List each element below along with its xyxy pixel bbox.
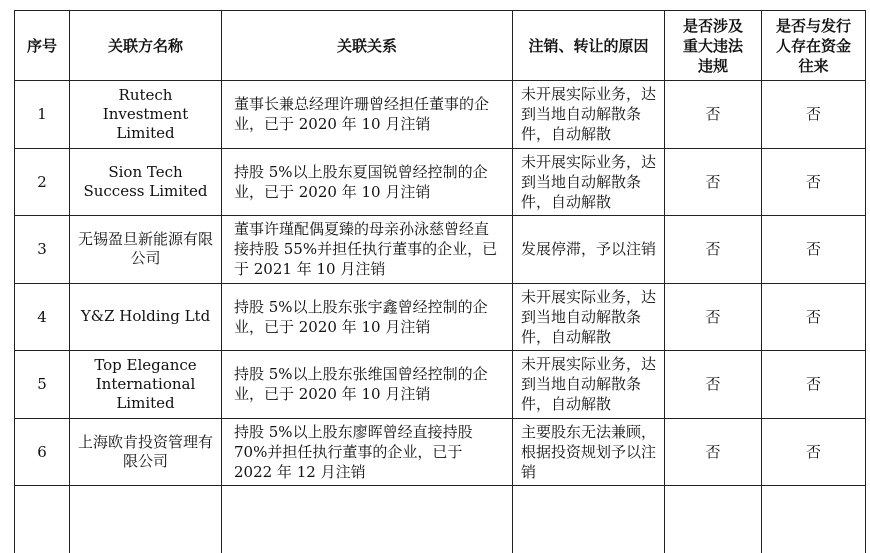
table-row — [15, 148, 866, 216]
cell-relation: 持股 5%以上股东夏国锐曾经控制的企业，已于 2020 年 10 月注销 — [222, 148, 513, 216]
cell-reason: 发展停滞，予以注销 — [513, 216, 665, 284]
cell-party-name: Sion Tech Success Limited — [70, 148, 222, 216]
cell-party-name: 上海欧肯投资管理有限公司 — [70, 418, 222, 486]
cell-party-name: Rutech Investment Limited — [70, 81, 222, 149]
cell-reason: 未开展实际业务，达到当地自动解散条件，自动解散 — [513, 283, 665, 351]
table-row — [15, 418, 866, 486]
cell-index: 3 — [15, 216, 70, 284]
table-row — [15, 81, 866, 149]
cell-relation: 董事长兼总经理许珊曾经担任董事的企业，已于 2020 年 10 月注销 — [222, 81, 513, 149]
cell-violation: 否 — [665, 148, 762, 216]
cell-fund-flow: 否 — [762, 351, 866, 419]
header-relation: 关联关系 — [222, 11, 513, 81]
cell-violation: 否 — [665, 283, 762, 351]
header-index: 序号 — [15, 11, 70, 81]
cell-relation: 持股 5%以上股东张维国曾经控制的企业，已于 2020 年 10 月注销 — [222, 351, 513, 419]
cell-fund-flow: 否 — [762, 148, 866, 216]
cell-reason: 主要股东无法兼顾，根据投资规划予以注销 — [513, 418, 665, 486]
cell-reason: 未开展实际业务，达到当地自动解散条件，自动解散 — [513, 81, 665, 149]
related-party-table — [14, 10, 866, 553]
cell-relation: 持股 5%以上股东廖晖曾经直接持股 70%并担任执行董事的企业，已于 2022 年 12 月注销 — [222, 418, 513, 486]
header-fund-flow: 是否与发行人存在资金往来 — [762, 11, 866, 81]
cell-relation: 董事许瑾配偶夏臻的母亲孙泳慈曾经直接持股 55%并担任执行董事的企业，已于 2021 年 10 月注销 — [222, 216, 513, 284]
cell-fund-flow: 否 — [762, 216, 866, 284]
table-row — [15, 283, 866, 351]
header-violation: 是否涉及重大违法违规 — [665, 11, 762, 81]
table-row — [15, 351, 866, 419]
cell-violation: 否 — [665, 351, 762, 419]
cell-fund-flow: 否 — [762, 81, 866, 149]
cell-party-name: Top Elegance International Limited — [70, 351, 222, 419]
cell-reason: 未开展实际业务，达到当地自动解散条件，自动解散 — [513, 148, 665, 216]
cell-index: 1 — [15, 81, 70, 149]
cell-index: 6 — [15, 418, 70, 486]
cell-relation: 持股 5%以上股东张宇鑫曾经控制的企业，已于 2020 年 10 月注销 — [222, 283, 513, 351]
cell-index: 2 — [15, 148, 70, 216]
header-party-name: 关联方名称 — [70, 11, 222, 81]
cell-party-name: 无锡盈旦新能源有限公司 — [70, 216, 222, 284]
table-row-partial — [15, 486, 866, 553]
cell-party-name: Y&Z Holding Ltd — [70, 283, 222, 351]
cell-violation: 否 — [665, 216, 762, 284]
cell-index: 4 — [15, 283, 70, 351]
table-header-row — [15, 11, 866, 81]
header-reason: 注销、转让的原因 — [513, 11, 665, 81]
cell-index: 5 — [15, 351, 70, 419]
cell-fund-flow: 否 — [762, 283, 866, 351]
table-row — [15, 216, 866, 284]
cell-violation: 否 — [665, 81, 762, 149]
cell-violation: 否 — [665, 418, 762, 486]
cell-reason: 未开展实际业务，达到当地自动解散条件，自动解散 — [513, 351, 665, 419]
cell-fund-flow: 否 — [762, 418, 866, 486]
